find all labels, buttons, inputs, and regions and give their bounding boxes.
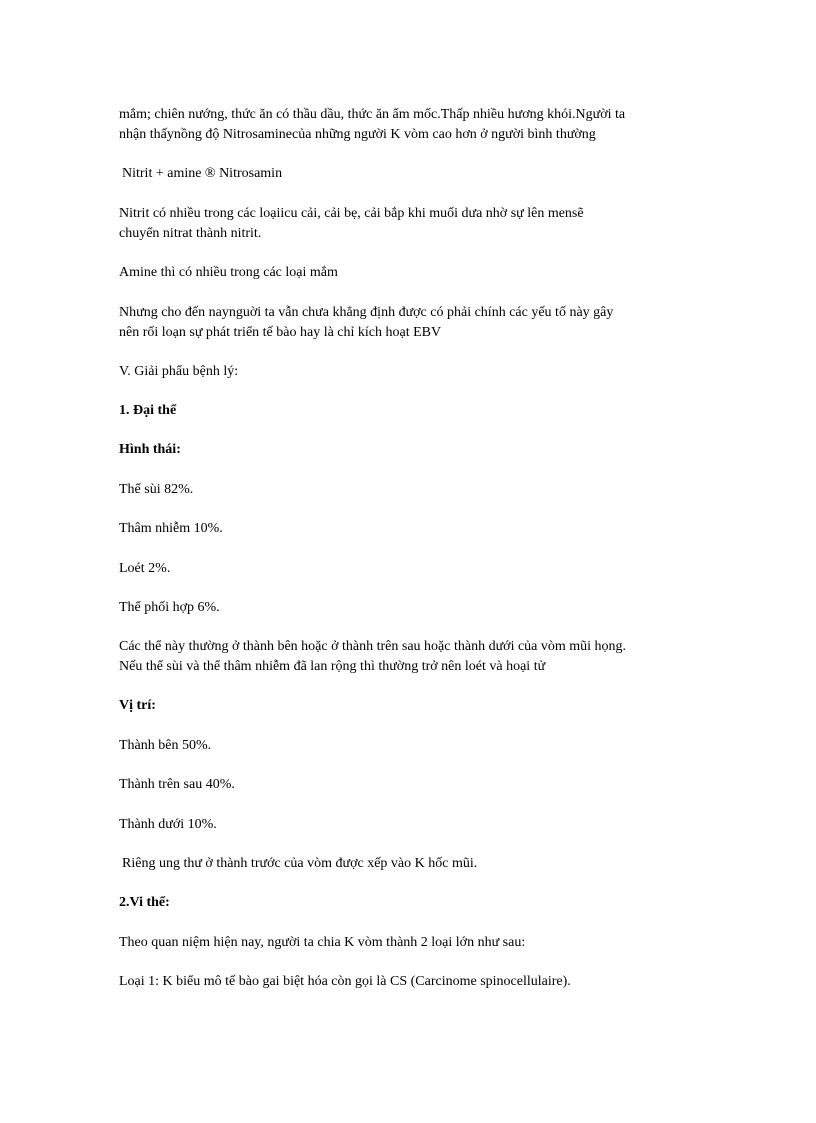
list-item: Thể phối hợp 6%. [119, 600, 220, 615]
paragraph-amine: Amine thì có nhiều trong các loại mắm [119, 265, 338, 280]
paragraph-location-line-1: Các thể này thường ở thành bên hoặc ở thành trên sau hoặc thành dưới của vòm mũi họng. [119, 639, 627, 654]
heading-vi-tri: Vị trí: [119, 698, 156, 713]
paragraph-conclusion-line-1: Nhưng cho đến naynguời ta vẫn chưa khẳng định được có phải chính các yếu tố này gây [119, 305, 614, 320]
paragraph-location-line-2: Nếu thể sùi và thể thâm nhiễm đã lan rộng thì thường trở nên loét và hoại tử [119, 659, 546, 674]
paragraph-type-1: Loại 1: K biểu mô tế bào gai biệt hóa còn gọi là CS (Carcinome spinocellulaire). [119, 974, 571, 989]
list-item: Loét 2%. [119, 561, 171, 576]
heading-hinh-thai: Hình thái: [119, 442, 181, 457]
heading-dai-the: 1. Đại thể [119, 403, 177, 418]
heading-vi-the: 2.Vi thể: [119, 895, 170, 910]
list-item: Thâm nhiễm 10%. [119, 521, 223, 536]
formula-line: Nitrit + amine ® Nitrosamin [122, 166, 283, 181]
list-item: Thành dưới 10%. [119, 817, 217, 832]
paragraph-diet-line-1: mắm; chiên nướng, thức ăn có thầu dầu, thức ăn ẩm mốc.Thấp nhiều hương khói.Người ta [119, 107, 626, 122]
paragraph-front-wall: Riêng ung thư ở thành trước của vòm được xếp vào K hốc mũi. [122, 856, 478, 871]
paragraph-conclusion-line-2: nên rối loạn sự phát triển tế bào hay là chỉ kích hoạt EBV [119, 325, 442, 340]
paragraph-diet-line-2: nhận thấynồng độ Nitrosaminecủa những người K vòm cao hơn ở người bình thường [119, 127, 596, 142]
list-item: Thành bên 50%. [119, 738, 212, 753]
paragraph-classification: Theo quan niệm hiện nay, người ta chia K vòm thành 2 loại lớn như sau: [119, 935, 526, 950]
list-item: Thành trên sau 40%. [119, 777, 235, 792]
list-item: Thể sùi 82%. [119, 482, 194, 497]
paragraph-nitrit-line-2: chuyển nitrat thành nitrit. [119, 226, 262, 241]
section-heading-v: V. Giải phẩu bệnh lý: [119, 364, 239, 379]
paragraph-nitrit-line-1: Nitrit có nhiều trong các loạiicu cải, cải bẹ, cải bắp khi muối dưa nhờ sự lên mensẽ [119, 206, 584, 221]
